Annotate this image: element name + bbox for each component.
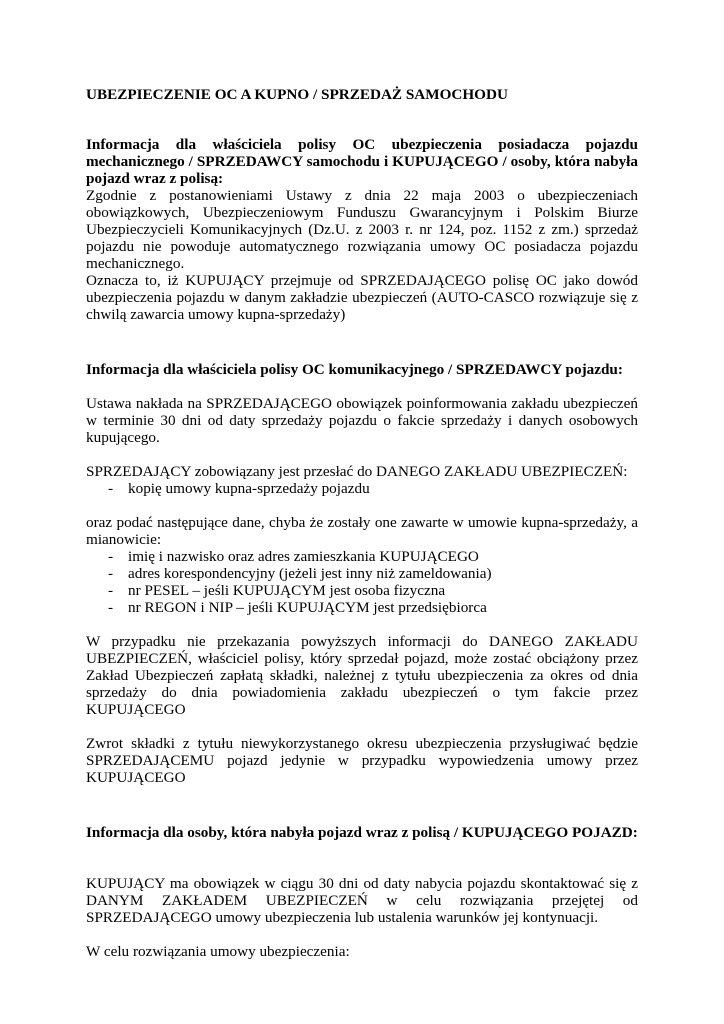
attachments-list [86,480,638,497]
section2-paragraph-3: oraz podać następujące dane, chyba że zostały one zawarte w umowie kupna-sprzedaży, a mianowicie: [86,514,638,548]
list-item [108,599,638,616]
section1-heading: Informacja dla właściciela polisy OC ubezpieczenia posiadacza pojazdu mechanicznego / SPRZEDAWCY samochodu i KUPUJĄCEGO / osoby, która nabyła pojazd wraz z polisą: [86,136,638,187]
list-marker: - [108,565,114,582]
required-data-list [86,548,638,616]
section3-paragraph-2: W celu rozwiązania umowy ubezpieczenia: [86,943,350,960]
section2-heading: Informacja dla właściciela polisy OC komunikacyjnego / SPRZEDAWCY pojazdu: [86,361,623,378]
list-item-text: adres korespondencyjny (jeżeli jest inny niż zameldowania) [128,565,492,582]
list-marker: - [108,599,114,616]
list-marker: - [108,582,114,599]
list-item [108,480,638,497]
list-item-text: kopię umowy kupna-sprzedaży pojazdu [128,480,370,497]
section2-paragraph-5: Zwrot składki z tytułu niewykorzystanego okresu ubezpieczenia przysługiwać będzie SPRZEDAJĄCEMU pojazd jedynie w przypadku wypowiedzenia umowy przez KUPUJĄCEGO [86,735,638,786]
list-item-text: imię i nazwisko oraz adres zamieszkania KUPUJĄCEGO [128,548,479,565]
list-marker: - [108,548,114,565]
section1-paragraph-2: Oznacza to, iż KUPUJĄCY przejmuje od SPRZEDAJĄCEGO polisę OC jako dowód ubezpieczenia pojazdu w danym zakładzie ubezpieczeń (AUTO-CASCO rozwiązuje się z chwilą zawarcia umowy kupna-sprzedaży) [86,272,638,323]
section2-paragraph-2: SPRZEDAJĄCY zobowiązany jest przesłać do DANEGO ZAKŁADU UBEZPIECZEŃ: [86,463,628,480]
list-item-text: nr PESEL – jeśli KUPUJĄCYM jest osoba fizyczna [128,582,446,599]
list-marker: - [108,480,114,497]
list-item [108,548,638,565]
section1-paragraph-1: Zgodnie z postanowieniami Ustawy z dnia 22 maja 2003 o ubezpieczeniach obowiązkowych, Ubezpieczeniowym Funduszu Gwarancyjnym i Polskim Biurze Ubezpieczycieli Komunikacyjnych (Dz.U. z 2003 r. nr 124, poz. 1152 z zm.) sprzedaż pojazdu nie powoduje automatycznego rozwiązania umowy OC posiadacza pojazdu mechanicznego. [86,187,638,272]
section3-paragraph-1: KUPUJĄCY ma obowiązek w ciągu 30 dni od daty nabycia pojazdu skontaktować się z DANYM ZAKŁADEM UBEZPIECZEŃ w celu rozwiązania przejętej od SPRZEDAJĄCEGO umowy ubezpieczenia lub ustalenia warunków jej kontynuacji. [86,875,638,926]
list-item-text: nr REGON i NIP – jeśli KUPUJĄCYM jest przedsiębiorca [128,599,487,616]
section2-paragraph-4: W przypadku nie przekazania powyższych informacji do DANEGO ZAKŁADU UBEZPIECZEŃ, właściciel polisy, który sprzedał pojazd, może zostać obciążony przez Zakład Ubezpieczeń zapłatą składki, należnej z tytułu ubezpieczenia za okres od dnia sprzedaży do dnia powiadomienia zakładu ubezpieczeń o tym fakcie przez KUPUJĄCEGO [86,633,638,718]
document-title: UBEZPIECZENIE OC A KUPNO / SPRZEDAŻ SAMOCHODU [86,86,508,103]
section2-paragraph-1: Ustawa nakłada na SPRZEDAJĄCEGO obowiązek poinformowania zakładu ubezpieczeń w terminie 30 dni od daty sprzedaży pojazdu o fakcie sprzedaży i danych osobowych kupującego. [86,395,638,446]
list-item [108,565,638,582]
section3-heading: Informacja dla osoby, która nabyła pojazd wraz z polisą / KUPUJĄCEGO POJAZD: [86,824,638,841]
list-item [108,582,638,599]
